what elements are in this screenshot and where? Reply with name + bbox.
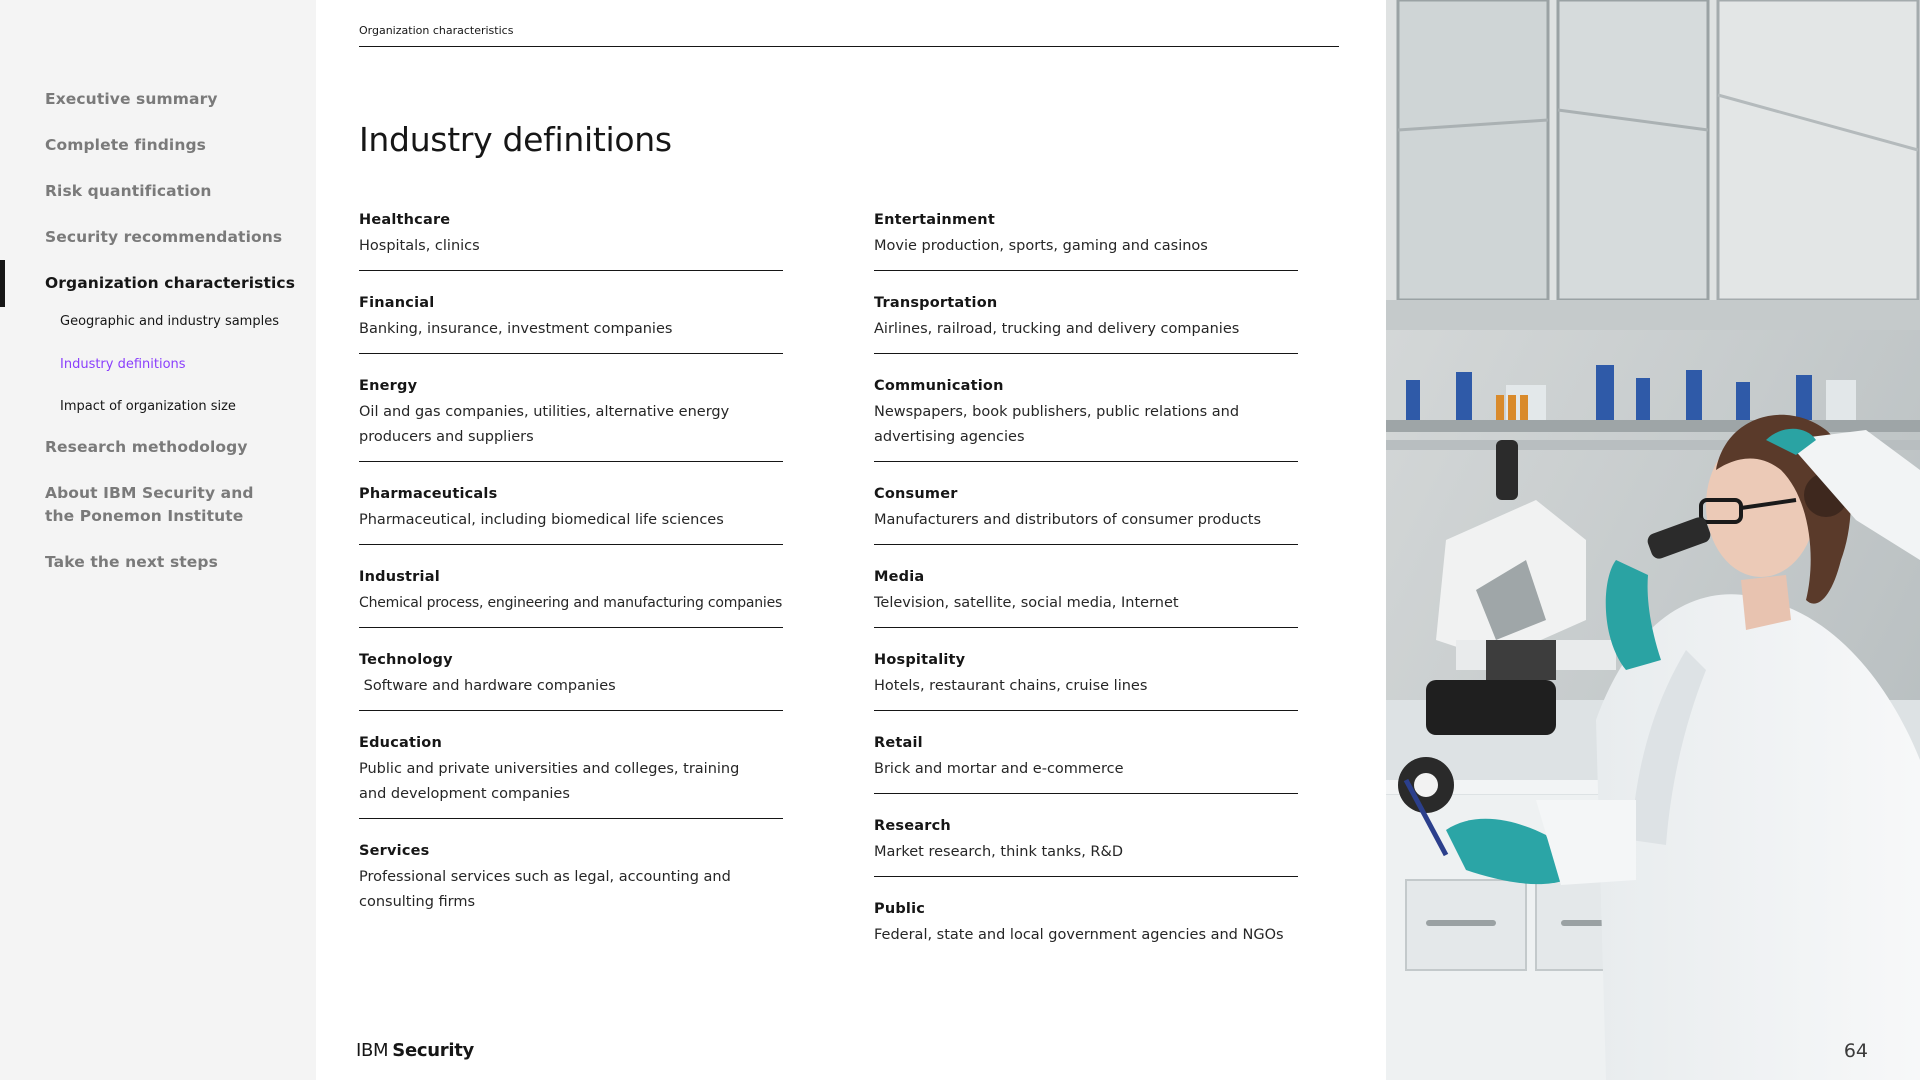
page-title: Industry definitions xyxy=(359,120,672,159)
definition-term: Energy xyxy=(359,378,418,394)
definition-term: Education xyxy=(359,735,442,751)
definition-item xyxy=(359,650,783,711)
definition-item xyxy=(874,293,1298,354)
definitions-right-column xyxy=(874,210,1298,981)
definition-description: Hotels, restaurant chains, cruise lines xyxy=(874,678,1148,694)
definition-description: Market research, think tanks, R&D xyxy=(874,844,1123,860)
definition-item xyxy=(874,816,1298,877)
definition-term: Hospitality xyxy=(874,652,966,668)
nav-item-complete-findings[interactable]: Complete findings xyxy=(45,136,206,154)
definition-description: Software and hardware companies xyxy=(359,678,616,694)
definition-item xyxy=(359,567,783,628)
main-content xyxy=(316,0,1386,1080)
nav-item-security-recommendations[interactable]: Security recommendations xyxy=(45,228,283,246)
definition-description: Banking, insurance, investment companies xyxy=(359,321,673,337)
definition-description: Movie production, sports, gaming and casinos xyxy=(874,238,1208,254)
nav-item-research-methodology[interactable]: Research methodology xyxy=(45,438,248,456)
page-number: 64 xyxy=(1843,1040,1868,1062)
definition-term: Entertainment xyxy=(874,212,995,228)
definition-term: Consumer xyxy=(874,486,958,502)
sidebar-nav xyxy=(0,88,316,597)
definition-term: Communication xyxy=(874,378,1004,394)
definition-term: Retail xyxy=(874,735,923,751)
brand-security-text: Security xyxy=(392,1040,474,1061)
definition-item xyxy=(359,733,783,819)
nav-item-about-ibm-ponemon[interactable]: About IBM Security and the Ponemon Institute xyxy=(45,484,254,525)
definition-item xyxy=(359,841,783,926)
nav-item-executive-summary[interactable]: Executive summary xyxy=(45,90,218,108)
definition-item xyxy=(874,733,1298,794)
definition-item xyxy=(359,376,783,462)
definition-term: Research xyxy=(874,818,951,834)
definition-description: Hospitals, clinics xyxy=(359,238,480,254)
definition-term: Healthcare xyxy=(359,212,451,228)
brand-ibm-text: IBM xyxy=(356,1040,389,1061)
nav-subitem-organization-size[interactable]: Impact of organization size xyxy=(60,399,236,414)
definition-description: Chemical process, engineering and manufacturing companies xyxy=(359,595,783,611)
definition-item xyxy=(359,293,783,354)
definition-item xyxy=(874,210,1298,271)
nav-subitem-industry-definitions[interactable]: Industry definitions xyxy=(60,356,186,372)
nav-subitem-geographic-samples[interactable]: Geographic and industry samples xyxy=(60,314,279,329)
definition-description: Pharmaceutical, including biomedical life sciences xyxy=(359,512,724,528)
definition-description: Television, satellite, social media, Internet xyxy=(874,595,1179,611)
definition-description: Manufacturers and distributors of consumer products xyxy=(874,512,1262,528)
definition-description: Oil and gas companies, utilities, alternative energy producers and suppliers xyxy=(359,404,730,445)
ibm-security-logo xyxy=(356,1040,474,1062)
definition-term: Public xyxy=(874,901,926,917)
laboratory-photo xyxy=(1386,0,1920,1080)
nav-item-organization-characteristics[interactable]: Organization characteristics xyxy=(0,272,316,295)
definitions-left-column xyxy=(359,210,783,948)
definition-description: Newspapers, book publishers, public relations and advertising agencies xyxy=(874,404,1240,445)
definition-item xyxy=(874,899,1298,959)
nav-item-take-next-steps[interactable]: Take the next steps xyxy=(45,553,218,571)
section-header: Organization characteristics xyxy=(359,24,1339,47)
definition-description: Public and private universities and colleges, training and development companies xyxy=(359,761,740,802)
definition-term: Industrial xyxy=(359,569,440,585)
definition-item xyxy=(874,650,1298,711)
definition-item xyxy=(359,210,783,271)
definition-term: Media xyxy=(874,569,925,585)
definition-term: Transportation xyxy=(874,295,998,311)
definition-item xyxy=(874,484,1298,545)
definition-term: Financial xyxy=(359,295,435,311)
definition-term: Pharmaceuticals xyxy=(359,486,498,502)
definition-description: Airlines, railroad, trucking and delivery companies xyxy=(874,321,1240,337)
sidebar xyxy=(0,0,316,1080)
nav-subsection-list xyxy=(0,312,316,416)
definition-term: Technology xyxy=(359,652,453,668)
nav-item-risk-quantification[interactable]: Risk quantification xyxy=(45,182,212,200)
definition-item xyxy=(874,567,1298,628)
definition-term: Services xyxy=(359,843,430,859)
definition-item xyxy=(874,376,1298,462)
definition-description: Federal, state and local government agencies and NGOs xyxy=(874,927,1284,943)
definition-description: Brick and mortar and e-commerce xyxy=(874,761,1124,777)
definition-description: Professional services such as legal, accounting and consulting firms xyxy=(359,869,731,910)
definition-item xyxy=(359,484,783,545)
